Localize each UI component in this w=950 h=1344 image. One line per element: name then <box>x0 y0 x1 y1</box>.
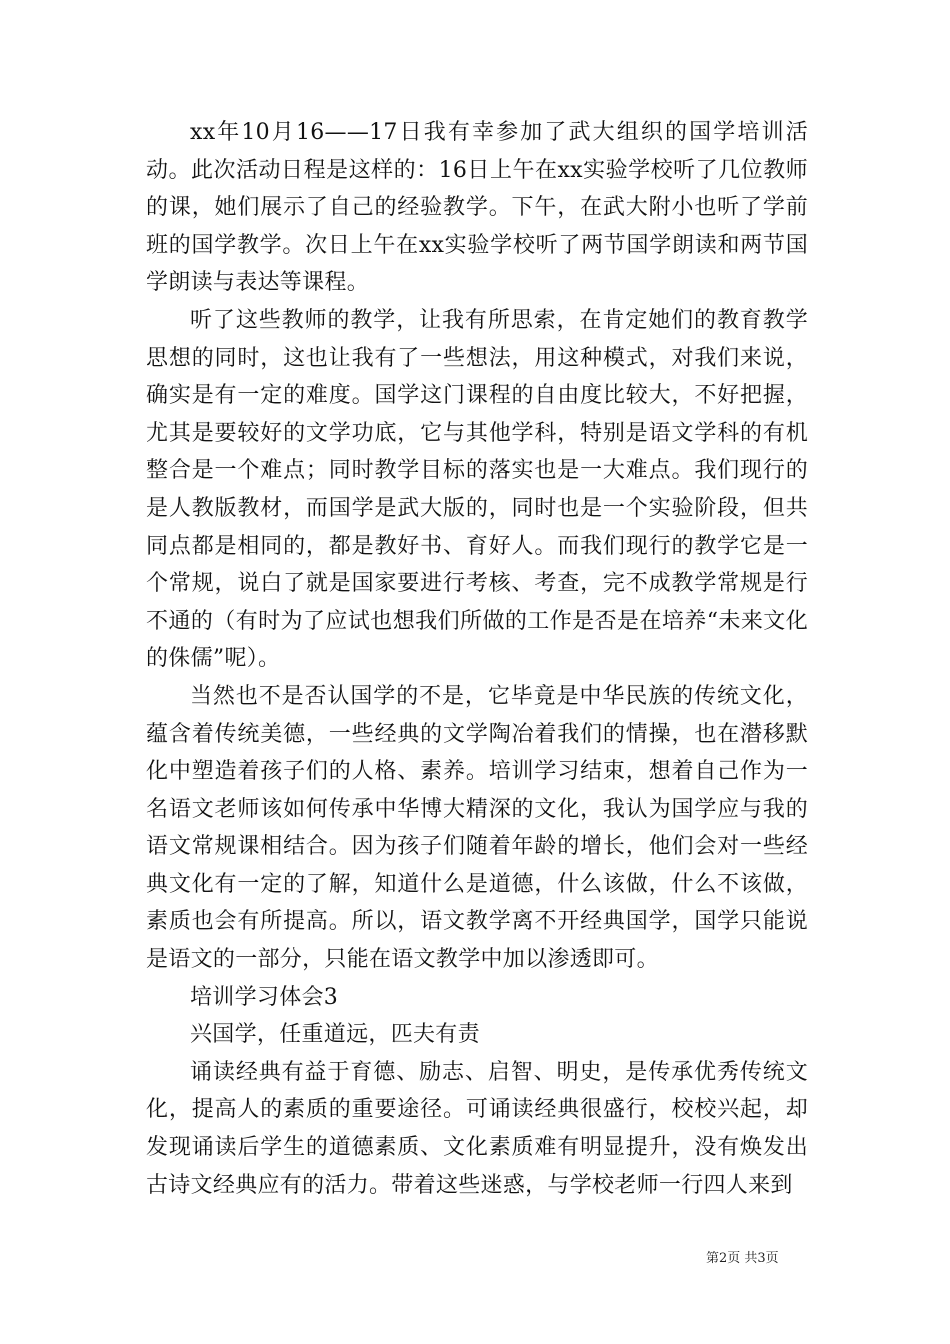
page-number-footer: 第2页 共3页 <box>706 1251 779 1266</box>
paragraph-training-schedule: xx年10月16——17日我有幸参加了武大组织的国学培训活动。此次活动日程是这样的：16日上午在xx实验学校听了几位教师的课，她们展示了自己的经验教学。下午，在武大附小也听了学前班的国学教学。次日上午在xx实验学校听了两节国学朗读和两节国学朗读与表达等课程。 <box>146 120 808 296</box>
section-subtitle: 兴国学，任重道远，匹夫有责 <box>190 1022 480 1048</box>
paragraph-classic-reading: 诵读经典有益于育德、励志、启智、明史，是传承优秀传统文化，提高人的素质的重要途径。可诵读经典很盛行，校校兴起，却发现诵读后学生的道德素质、文化素质难有明显提升，没有焕发出古诗文经典应有的活力。带着这些迷惑，与学校老师一行四人来到 <box>146 1059 808 1198</box>
paragraph-reflections: 听了这些教师的教学，让我有所思索，在肯定她们的教育教学思想的同时，这也让我有了一些想法，用这种模式，对我们来说，确实是有一定的难度。国学这门课程的自由度比较大，不好把握，尤其是要较好的文学功底，它与其他学科，特别是语文学科的有机整合是一个难点；同时教学目标的落实也是一大难点。我们现行的是人教版教材，而国学是武大版的，同时也是一个实验阶段，但共同点都是相同的，都是教好书、育好人。而我们现行的教学它是一个常规，说白了就是国家要进行考核、考查，完不成教学常规是行不通的（有时为了应试也想我们所做的工作是否是在培养“未来文化的侏儒”呢）。 <box>146 307 808 672</box>
section-heading: 培训学习体会3 <box>190 984 339 1010</box>
document-body <box>146 114 808 1204</box>
paragraph-guoxue-value: 当然也不是否认国学的不是，它毕竟是中华民族的传统文化，蕴含着传统美德，一些经典的文学陶冶着我们的情操，也在潜移默化中塑造着孩子们的人格、素养。培训学习结束，想着自己作为一名语文老师该如何传承中华博大精深的文化，我认为国学应与我的语文常规课相结合。因为孩子们随着年龄的增长，他们会对一些经典文化有一定的了解，知道什么是道德，什么该做，什么不该做，素质也会有所提高。所以，语文教学离不开经典国学，国学只能说是语文的一部分，只能在语文教学中加以渗透即可。 <box>146 683 808 973</box>
